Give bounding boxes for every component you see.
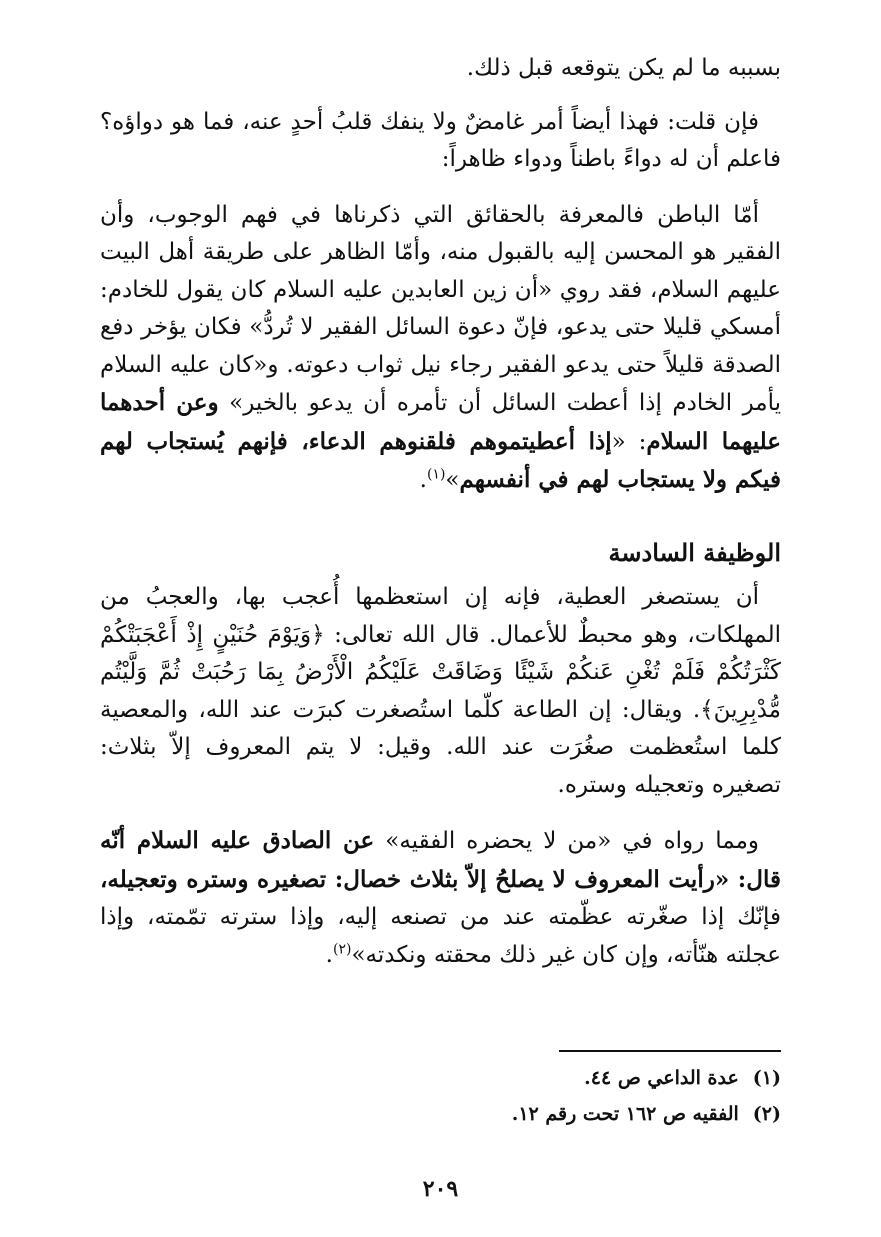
footnote-ref-1[interactable]: (١)	[426, 466, 446, 483]
paragraph-3-colon: : «	[611, 428, 647, 455]
main-text	[100, 50, 781, 992]
paragraph-3	[100, 197, 781, 500]
page-number: ٢٠٩	[422, 1176, 459, 1202]
footnote-1-text: عدة الداعي ص ٤٤.	[584, 1067, 739, 1089]
section-title: الوظيفة السادسة	[608, 537, 781, 567]
paragraph-3-end: .	[419, 467, 427, 493]
footnote-2-number: (٢)	[752, 1103, 781, 1125]
paragraph-4: أن يستصغر العطية، فإنه إن استعظمها أُعجب بها، والعجبُ من المهلكات، وهو محبطٌ للأعمال. قال الله تعالى: ﴿وَيَوْمَ حُنَيْنٍ إِذْ أَعْجَبَتْكُمْ كَثْرَتُكُمْ فَلَمْ تُغْنِ عَنكُمْ شَيْئًا وَضَاقَتْ عَلَيْكُمُ الْأَرْضُ بِمَا رَحُبَتْ ثُمَّ وَلَّيْتُم مُّدْبِرِينَ﴾. ويقال: إن الطاعة كلّما استُصغرت كبرَت عند الله، والمعصية كلما استُعظمت صغُرَت عند الله. وقيل: لا يتم المعروف إلاّ بثلاث: تصغيره وتعجيله وستره.	[100, 584, 781, 798]
paragraph-1: بسببه ما لم يكن يتوقعه قبل ذلك.	[466, 55, 781, 81]
footnote-2-text: الفقيه ص ١٦٢ تحت رقم ١٢.	[511, 1103, 739, 1125]
footnote-2	[100, 1096, 781, 1132]
footnotes	[100, 1060, 781, 1132]
paragraph-5-end: .	[325, 941, 333, 968]
paragraph-3-bold-quote: إذا أعطيتموهم فلقنوهم الدعاء، فإنهم يُستجاب لهم فيكم ولا يستجاب لهم في أنفسهم	[100, 427, 781, 493]
paragraph-5-intro: ومما رواه في «من لا يحضره الفقيه»	[374, 828, 759, 854]
footnote-ref-2[interactable]: (٢)	[332, 940, 352, 957]
paragraph-3-quote-close: »	[445, 467, 460, 493]
paragraph-5-text: فإنّك إذا صغّرته عظّمته عند من تصنعه إليه، وإذا سترته تمّمته، وإذا عجلته هنّأته، وإن كان غير ذلك محقته ونكدته»	[100, 904, 781, 968]
paragraph-3-text: أمّا الباطن فالمعرفة بالحقائق التي ذكرناها في فهم الوجوب، وأن الفقير هو المحسن إليه بالقبول منه، وأمّا الظاهر على طريقة أهل البيت عليهم السلام، فقد روي «أن زين العابدين عليه السلام كان يقول للخادم: أمسكي قليلا حتى يدعو، فإنّ دعوة السائل الفقير لا تُردُّ» فكان يؤخر دفع الصدقة قليلاً حتى يدعو الفقير رجاء نيل ثواب دعوته. و«كان عليه السلام يأمر الخادم إذا أعطت السائل أن تأمره أن يدعو بالخير»	[100, 201, 781, 416]
footnote-1	[100, 1060, 781, 1096]
paragraph-2: فإن قلت: فهذا أيضاً أمر غامضٌ ولا ينفك قلبُ أحدٍ عنه، فما هو دواؤه؟ فاعلم أن له دواءً باطناً ودواء ظاهراً:	[100, 108, 781, 172]
footnote-divider	[559, 1050, 781, 1052]
paragraph-5	[100, 822, 781, 974]
paragraph-3-bold-attribution: وعن أحدهما عليهما السلام	[100, 389, 781, 455]
paragraph-5-bold-quote: عن الصادق عليه السلام أنّه قال: «رأيت المعروف لا يصلحُ إلاّ بثلاث خصال: تصغيره وستره وتعجيله،	[100, 827, 781, 893]
footnote-1-number: (١)	[752, 1067, 781, 1089]
